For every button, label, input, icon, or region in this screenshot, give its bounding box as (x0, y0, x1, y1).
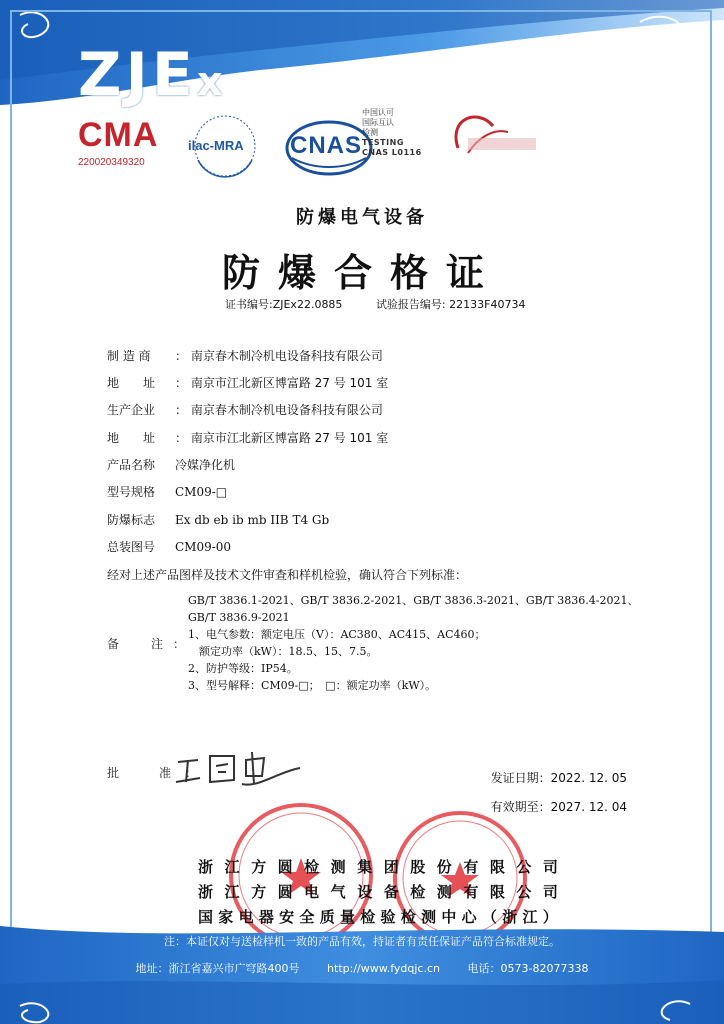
field-producer: 生产企业 ： 南京春木制冷机电设备科技有限公司 (107, 403, 383, 417)
field-product-name: 产品名称 冷媒净化机 (107, 458, 236, 472)
report-number: 试验报告编号: 22133F40734 (375, 298, 526, 311)
zjex-brand-logo: ZJEx (78, 40, 227, 110)
field-ex-marking: 防爆标志 Ex db eb ib mb IIB T4 Gb (107, 513, 330, 527)
remarks-line: 2、防护等级：IP54。 (188, 662, 298, 675)
remarks-line: GB/T 3836.1-2021、GB/T 3836.2-2021、GB/T 3836.3-2021、GB/T 3836.4-2021、 (188, 594, 639, 607)
footer-website[interactable]: http://www.fydqjc.cn (327, 962, 440, 975)
footer-address: 地址：浙江省嘉兴市广穹路400号 (135, 962, 300, 975)
issue-date: 发证日期：2022. 12. 05 (490, 771, 627, 785)
remarks-line: 3、型号解释：CM09-□； □：额定功率（kW）。 (188, 679, 437, 692)
cnas-info: 中国认可 国际互认 检测 TESTING CNAS L0116 (362, 108, 422, 157)
certificate-title: 防爆合格证 (221, 251, 502, 295)
cma-number: 220020349320 (78, 157, 145, 168)
certificate-numbers (225, 296, 555, 312)
certificate-subtitle: 防爆电气设备 (296, 207, 428, 228)
organization-2: 浙 江 方 圆 电 气 设 备 检 测 有 限 公 司 (198, 883, 558, 901)
organization-1: 浙 江 方 圆 检 测 集 团 股 份 有 限 公 司 (198, 858, 558, 876)
remarks-line: 1、电气参数：额定电压（V）：AC380、AC415、AC460； (188, 628, 486, 641)
cnas-label: CNAS (290, 132, 363, 159)
remarks-label: 备 注： (107, 637, 196, 651)
conformity-statement: 经对上述产品图样及技术文件审查和样机检验，确认符合下列标准： (107, 568, 468, 582)
cma-logo (78, 116, 170, 168)
footer-phone: 电话：0573-82077338 (467, 962, 589, 975)
organization-3: 国 家 电 器 安 全 质 量 检 验 检 测 中 心 （ 浙 江 ） (198, 908, 558, 926)
certificate-number: 证书编号:ZJEx22.0885 (225, 298, 343, 311)
field-producer-address: 地 址 ： 南京市江北新区博富路 27 号 101 室 (107, 431, 389, 445)
remarks-line: GB/T 3836.9-2021 (188, 611, 290, 624)
approval-label: 批 准： (107, 766, 212, 780)
ilac-label: ilac-MRA (188, 138, 244, 153)
expiry-date: 有效期至：2027. 12. 04 (490, 800, 627, 814)
cnas-logo (284, 118, 374, 178)
certification-emblem (438, 108, 538, 174)
remarks-line: 额定功率（kW）：18.5、15、7.5。 (188, 645, 378, 658)
field-manufacturer-address: 地 址 ： 南京市江北新区博富路 27 号 101 室 (107, 376, 389, 390)
footer-note: 注：本证仅对与送检样机一致的产品有效，持证者有责任保证产品符合标准规定。 (164, 935, 560, 948)
remarks-list (188, 592, 639, 694)
cma-label: CMA (78, 116, 159, 154)
field-model: 型号规格 CM09-□ (107, 485, 228, 499)
ilac-mra-logo (186, 112, 264, 180)
approver-signature (168, 742, 308, 792)
field-drawing-number: 总装图号 CM09-00 (107, 540, 232, 554)
field-manufacturer: 制 造 商 ： 南京春木制冷机电设备科技有限公司 (107, 349, 383, 363)
footer-contact (0, 960, 724, 976)
